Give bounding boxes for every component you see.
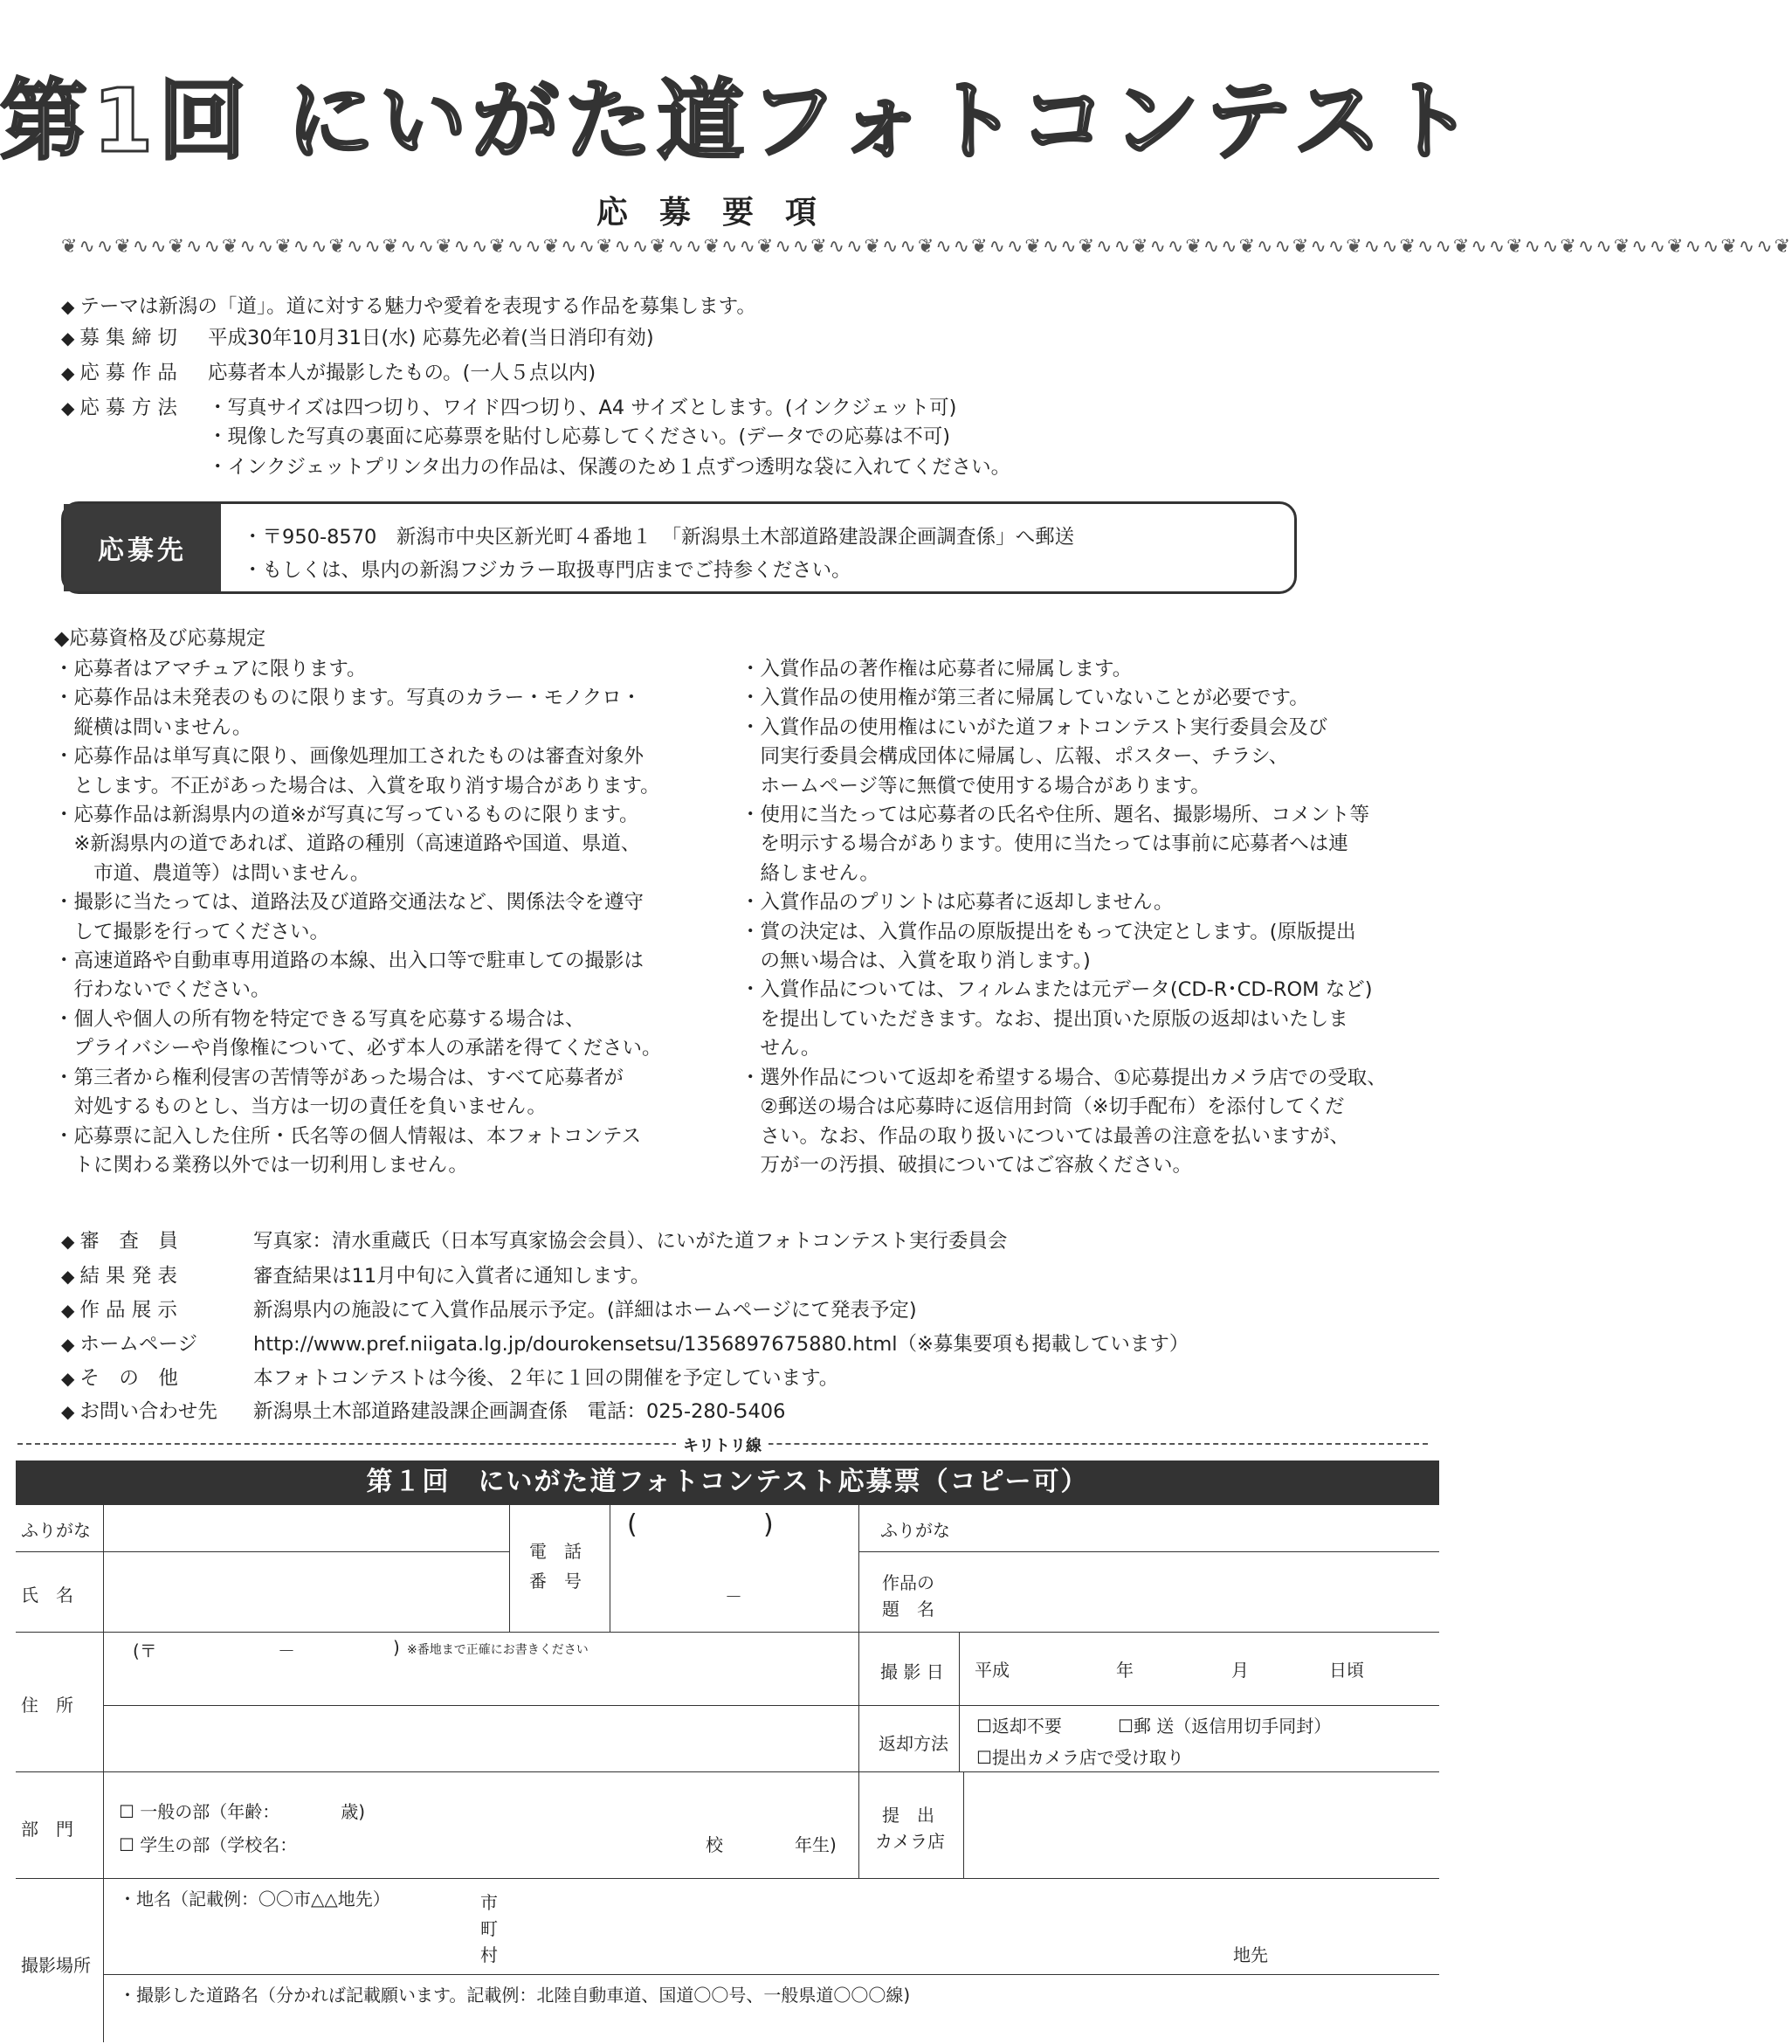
diamond-icon: ◆ — [61, 1266, 75, 1287]
rule-line: 行わないでください。 — [54, 978, 271, 1002]
rule-line: プライバシーや肖像権について、必ず本人の承諾を得てください。 — [54, 1037, 662, 1060]
work-title-label: 題 名 — [882, 1599, 934, 1619]
phone-label: 電 話 — [529, 1541, 582, 1562]
location-road-field[interactable]: ・撮影した道路名（分かれば記載願います。記載例：北陸自動車道、国道〇〇号、一般県道〇〇〇線) — [119, 1985, 911, 2006]
shoot-date-field[interactable]: 平成 年 月 日頃 — [975, 1660, 1364, 1681]
rule-line: ・入賞作品の著作権は応募者に帰属します。 — [741, 658, 1133, 680]
return-option-store[interactable]: ☐提出カメラ店で受け取り — [976, 1747, 1184, 1768]
rule-line: ・応募作品は新潟県内の道※が写真に写っているものに限ります。 — [54, 804, 639, 827]
rule-line: ・選外作品について返却を希望する場合、①応募提出カメラ店での受取、 — [741, 1066, 1387, 1089]
cut-line-label: キリトリ線 — [0, 1433, 1444, 1456]
submit-store-label: カメラ店 — [875, 1831, 945, 1852]
rule-line: ・個人や個人の所有物を特定できる写真を応募する場合は、 — [54, 1007, 585, 1031]
detail-value: 審査結果は11月中旬に入賞者に通知します。 — [253, 1265, 651, 1288]
rule-line: 同実行委員会構成団体に帰属し、広報、ポスター、チラシ、 — [741, 745, 1289, 769]
form-title: 第１回 にいがた道フォトコンテスト応募票（コピー可） — [16, 1460, 1439, 1504]
location-place-field[interactable]: ・地名（記載例：〇〇市△△地先） 市 町 村 地先 — [119, 1889, 1268, 1965]
address-label: 住 所 — [21, 1695, 73, 1716]
homepage-link[interactable]: http://www.pref.niigata.lg.jp/dourokensetsu/1356897675880.html（※募集要項も掲載しています） — [253, 1333, 1189, 1356]
rule-line: さい。なお、作品の取り扱いについては最善の注意を払いますが、 — [741, 1124, 1350, 1148]
diamond-icon: ◆ — [61, 1300, 75, 1321]
rule-line: トに関わる業務以外では一切利用しません。 — [54, 1153, 468, 1177]
detail-label: ◆ お問い合わせ先 — [61, 1400, 217, 1423]
theme-line: ◆ テーマは新潟の「道」。道に対する魅力や愛着を表現する作品を募集します。 — [61, 295, 756, 318]
rule-line: ・入賞作品の使用権はにいがた道フォトコンテスト実行委員会及び — [741, 715, 1328, 739]
rule-line: ・使用に当たっては応募者の氏名や住所、題名、撮影場所、コメント等 — [741, 804, 1370, 827]
diamond-icon: ◆ — [61, 1368, 75, 1389]
detail-value: 写真家：清水重蔵氏（日本写真家協会会員）、にいがた道フォトコンテスト実行委員会 — [253, 1230, 1008, 1253]
diamond-icon: ◆ — [61, 1401, 75, 1422]
phone-label: 番 号 — [529, 1571, 582, 1592]
destination-line: ・もしくは、県内の新潟フジカラー取扱専門店までご持参ください。 — [243, 559, 851, 582]
return-method-label: 返却方法 — [879, 1733, 948, 1754]
rule-line: 絡しません。 — [741, 861, 879, 885]
destination-line: ・〒950-8570 新潟市中央区新光町４番地１ 「新潟県土木部道路建設課企画調査係」へ郵送 — [243, 526, 1075, 549]
name-label: 氏 名 — [21, 1585, 73, 1606]
diamond-icon: ◆ — [61, 1231, 75, 1252]
method-line: ◆ 応 募 方 法 — [61, 397, 177, 419]
rule-line: ・応募作品は未発表のものに限ります。写真のカラー・モノクロ・ — [54, 687, 642, 710]
detail-value: 本フォトコンテストは今後、２年に１回の開催を予定しています。 — [253, 1367, 839, 1390]
furigana-label: ふりがな — [21, 1520, 91, 1541]
method-item: ・現像した写真の裏面に応募票を貼付し応募してください。(データでの応募は不可) — [208, 425, 951, 448]
rule-line: ※新潟県内の道であれば、道路の種別（高速道路や国道、県道、 — [54, 832, 641, 856]
rule-line: して撮影を行ってください。 — [54, 920, 330, 943]
rule-line: 万が一の汚損、破損についてはご容赦ください。 — [741, 1153, 1193, 1177]
name-field[interactable] — [105, 1553, 508, 1630]
rule-line: ・入賞作品の使用権が第三者に帰属していないことが必要です。 — [741, 687, 1309, 710]
diamond-icon: ◆ — [61, 363, 75, 383]
rules-right-column — [741, 655, 1387, 1180]
division-school-suffix: 校 — [706, 1834, 723, 1855]
division-general-option[interactable]: ☐ 一般の部（年齢： 歳) — [119, 1801, 366, 1822]
division-student-option[interactable]: ☐ 学生の部（学校名： — [119, 1834, 298, 1855]
ornament-divider: ❦∿∿❦∿∿❦∿∿❦∿∿❦∿∿❦∿∿❦∿∿❦∿∿❦∿∿❦∿∿❦∿∿❦∿∿❦∿∿❦∿∿❦∿∿❦∿∿❦∿∿❦∿∿❦∿∿❦∿∿❦∿∿❦∿∿❦∿∿❦∿∿❦∿∿❦∿∿❦∿∿❦∿∿❦∿∿❦∿∿❦∿∿❦∿∿❦ — [61, 236, 1792, 258]
works-line: ◆ 応 募 作 品 — [61, 362, 177, 384]
work-title-field[interactable] — [961, 1506, 1437, 1630]
address-field[interactable]: (〒 － ) ※番地まで正確にお書きください — [133, 1637, 589, 1661]
phone-field[interactable]: ( ) － — [627, 1509, 774, 1607]
rule-line: ・高速道路や自動車専用道路の本線、出入口等で駐車しての撮影は — [54, 949, 644, 973]
rule-line: ・応募票に記入した住所・氏名等の個人情報は、本フォトコンテス — [54, 1124, 642, 1148]
rule-line: の無い場合は、入賞を取り消します。) — [741, 949, 1091, 973]
page-subtitle: 応募要項 — [596, 195, 848, 231]
submit-store-field[interactable] — [965, 1773, 1437, 1876]
rule-line: 対処するものとし、当方は一切の責任を負いません。 — [54, 1095, 547, 1119]
rule-line: せん。 — [741, 1037, 821, 1060]
rule-line: を明示する場合があります。使用に当たっては事前に応募者へは連 — [741, 832, 1348, 856]
work-title-label: 作品の — [882, 1572, 934, 1593]
deadline-value: 平成30年10月31日(水) 応募先必着(当日消印有効) — [208, 327, 654, 349]
detail-label: ◆ 審 査 員 — [61, 1230, 178, 1253]
rule-line: ・賞の決定は、入賞作品の原版提出をもって決定とします。(原版提出 — [741, 920, 1356, 943]
rule-line: ホームページ等に無償で使用する場合があります。 — [741, 774, 1210, 798]
page-title: 第1回 にいがた道フォトコンテスト — [0, 70, 1479, 172]
rule-line: ・応募作品は単写真に限り、画像処理加工されたものは審査対象外 — [54, 745, 644, 769]
rule-line: ・入賞作品については、フィルムまたは元データ(CD-R･CD-ROM など) — [741, 978, 1373, 1002]
return-option-none[interactable]: ☐返却不要 — [976, 1716, 1062, 1737]
rule-line: ②郵送の場合は応募時に返信用封筒（※切手配布）を添付してくだ — [741, 1095, 1345, 1119]
rule-line: 縦横は問いません。 — [54, 715, 252, 739]
location-label: 撮影場所 — [21, 1955, 91, 1976]
method-item: ・インクジェットプリンタ出力の作品は、保護のため１点ずつ透明な袋に入れてください。 — [208, 456, 1011, 479]
return-option-mail[interactable]: ☐郵 送（返信用切手同封） — [1118, 1716, 1332, 1737]
works-value: 応募者本人が撮影したもの。(一人５点以内) — [208, 362, 596, 384]
submit-store-label: 提 出 — [882, 1805, 934, 1826]
rule-line: を提出していただきます。なお、提出頂いた原版の返却はいたしま — [741, 1007, 1348, 1031]
rule-line: ・応募者はアマチュアに限ります。 — [54, 658, 367, 680]
detail-value: 新潟県土木部道路建設課企画調査係 電話：025-280-5406 — [253, 1400, 786, 1423]
diamond-icon: ◆ — [61, 1334, 75, 1355]
detail-label: ◆ ホームページ — [61, 1333, 197, 1356]
shoot-date-label: 撮 影 日 — [880, 1661, 944, 1682]
rules-left-column — [54, 655, 661, 1180]
diamond-icon: ◆ — [61, 296, 75, 317]
entry-form — [16, 1504, 1439, 2042]
rule-line: ・入賞作品のプリントは応募者に返却しません。 — [741, 891, 1174, 915]
detail-label: ◆ 結 果 発 表 — [61, 1265, 177, 1288]
diamond-icon: ◆ — [61, 328, 75, 349]
rule-line: ・撮影に当たっては、道路法及び道路交通法など、関係法令を遵守 — [54, 891, 644, 915]
deadline-line: ◆ 募 集 締 切 — [61, 327, 177, 349]
rule-line: とします。不正があった場合は、入賞を取り消す場合があります。 — [54, 774, 660, 798]
destination-label: 応募先 — [64, 504, 221, 591]
division-grade-suffix: 年生) — [795, 1834, 837, 1855]
detail-value: 新潟県内の施設にて入賞作品展示予定。(詳細はホームページにて発表予定) — [253, 1299, 917, 1322]
rule-line: ・第三者から権利侵害の苦情等があった場合は、すべて応募者が — [54, 1066, 624, 1089]
destination-box — [61, 501, 1297, 594]
detail-label: ◆ 作 品 展 示 — [61, 1299, 177, 1322]
furigana-field[interactable] — [105, 1506, 508, 1550]
rules-heading: ◆応募資格及び応募規定 — [54, 627, 266, 650]
diamond-icon: ◆ — [61, 397, 75, 418]
detail-label: ◆ そ の 他 — [61, 1367, 178, 1390]
rule-line: 市道、農道等）は問いません。 — [54, 861, 370, 885]
method-item: ・写真サイズは四つ切り、ワイド四つ切り、A4 サイズとします。(インクジェット可) — [208, 397, 957, 419]
division-label: 部 門 — [21, 1819, 73, 1840]
furigana-right-label: ふりがな — [880, 1520, 950, 1541]
